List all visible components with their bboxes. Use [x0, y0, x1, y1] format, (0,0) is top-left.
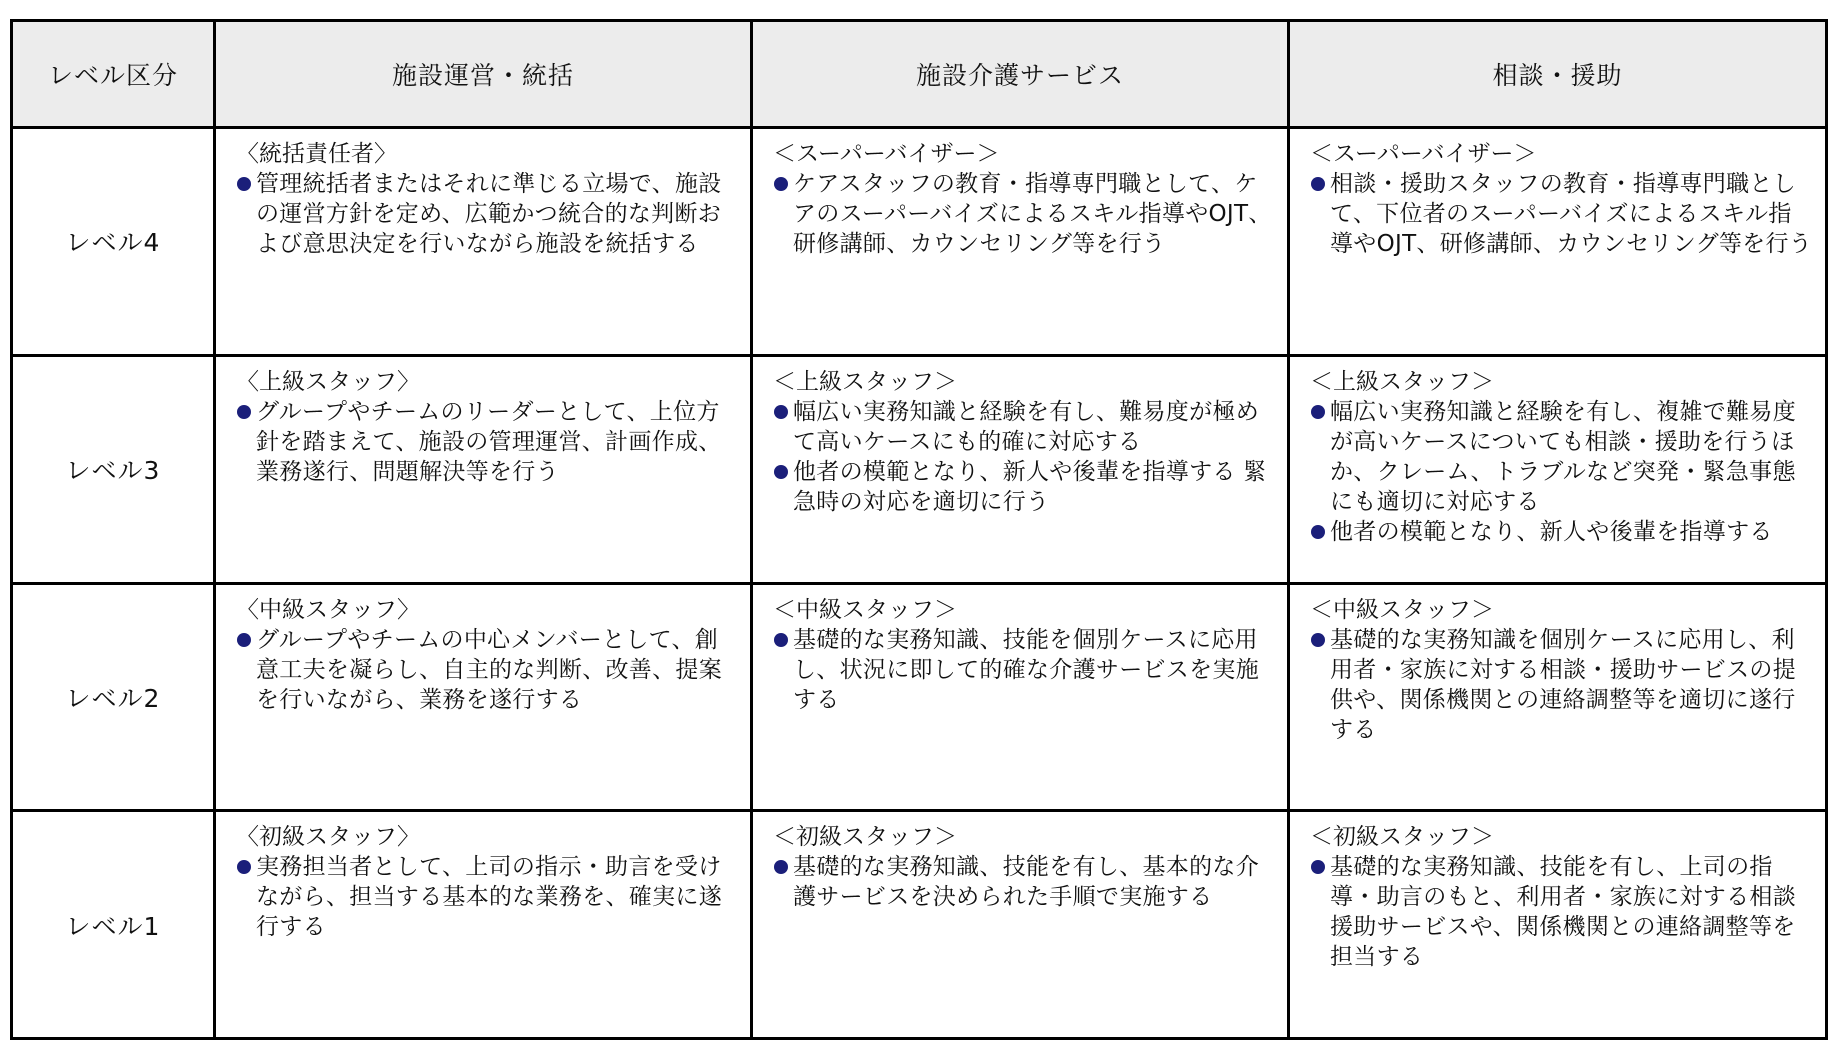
cell-care-level-1: [752, 811, 1289, 1039]
bullet-text: 幅広い実務知識と経験を有し、複雑で難易度が高いケースについても相談・援助を行うほか、クレーム、トラブルなど突発・緊急事態にも適切に対応する: [1330, 398, 1796, 515]
bullet-list: [1310, 852, 1813, 972]
level-definition-table: [10, 19, 1828, 1040]
bullet-text: グループやチームの中心メンバーとして、創意工夫を凝らし、自主的な判断、改善、提案を行いながら、業務を遂行する: [256, 626, 722, 713]
header-facility-management: 施設運営・統括: [215, 21, 752, 128]
table-row-level-2: [12, 583, 1827, 811]
bullet-list: [773, 169, 1275, 259]
bullet-icon: [774, 633, 788, 647]
bullet-icon: [774, 860, 788, 874]
level-label: レベル2: [12, 583, 215, 811]
bullet-icon: [774, 465, 788, 479]
role-title: ＜初級スタッフ＞: [1310, 824, 1494, 851]
table-row-level-1: [12, 811, 1827, 1039]
role-title: 〈上級スタッフ〉: [236, 368, 420, 395]
level-label: レベル1: [12, 811, 215, 1039]
cell-consult-level-1: [1289, 811, 1827, 1039]
bullet-text: 実務担当者として、上司の指示・助言を受けながら、担当する基本的な業務を、確実に遂行する: [256, 854, 722, 941]
role-title: 〈中級スタッフ〉: [236, 596, 420, 623]
bullet-text: 基礎的な実務知識、技能を個別ケースに応用し、状況に即して的確な介護サービスを実施する: [793, 626, 1259, 713]
role-title: 〈初級スタッフ〉: [236, 824, 420, 851]
list-item: [1310, 625, 1813, 745]
list-item: [1310, 397, 1813, 517]
cell-consult-level-2: [1289, 583, 1827, 811]
table-row-level-3: [12, 355, 1827, 583]
list-item: [773, 625, 1275, 715]
header-row: [12, 21, 1827, 128]
bullet-icon: [774, 405, 788, 419]
cell-care-level-2: [752, 583, 1289, 811]
bullet-icon: [237, 860, 251, 874]
list-item: [773, 457, 1275, 517]
bullet-list: [773, 625, 1275, 715]
table-row-level-4: [12, 128, 1827, 356]
level-label: レベル3: [12, 355, 215, 583]
role-title: ＜スーパーバイザー＞: [1310, 141, 1537, 167]
bullet-list: [1310, 169, 1813, 259]
bullet-text: 他者の模範となり、新人や後輩を指導する: [1330, 518, 1773, 545]
list-item: [236, 625, 738, 715]
list-item: [773, 169, 1275, 259]
list-item: [1310, 169, 1813, 259]
bullet-text: 基礎的な実務知識を個別ケースに応用し、利用者・家族に対する相談・援助サービスの提供や、関係機関との連絡調整等を適切に遂行する: [1330, 626, 1796, 743]
list-item: [773, 397, 1275, 457]
list-item: [773, 852, 1275, 912]
role-title: ＜上級スタッフ＞: [773, 368, 957, 395]
role-title: ＜初級スタッフ＞: [773, 824, 957, 851]
bullet-icon: [237, 177, 251, 191]
bullet-list: [1310, 397, 1813, 547]
bullet-icon: [1311, 525, 1325, 539]
bullet-text: 管理統括者またはそれに準じる立場で、施設の運営方針を定め、広範かつ統合的な判断および意思決定を行いながら施設を統括する: [256, 171, 722, 257]
cell-care-level-4: [752, 128, 1289, 356]
cell-facility-level-2: [215, 583, 752, 811]
role-title: ＜スーパーバイザー＞: [773, 141, 1000, 167]
bullet-text: 相談・援助スタッフの教育・指導専門職として、下位者のスーパーバイズによるスキル指導やOJT、研修講師、カウンセリング等を行う: [1330, 171, 1813, 257]
bullet-icon: [1311, 860, 1325, 874]
bullet-icon: [237, 405, 251, 419]
role-title: ＜中級スタッフ＞: [773, 596, 957, 623]
bullet-text: 他者の模範となり、新人や後輩を指導する 緊急時の対応を適切に行う: [793, 458, 1267, 515]
header-consultation-support: 相談・援助: [1289, 21, 1827, 128]
bullet-list: [1310, 625, 1813, 745]
bullet-text: 基礎的な実務知識、技能を有し、上司の指導・助言のもと、利用者・家族に対する相談援助サービスや、関係機関との連絡調整等を担当する: [1330, 854, 1796, 971]
bullet-icon: [1311, 405, 1325, 419]
role-title: ＜中級スタッフ＞: [1310, 596, 1494, 623]
bullet-list: [236, 397, 738, 487]
bullet-list: [236, 852, 738, 942]
bullet-text: 基礎的な実務知識、技能を有し、基本的な介護サービスを決められた手順で実施する: [793, 854, 1259, 911]
bullet-icon: [1311, 177, 1325, 191]
bullet-text: ケアスタッフの教育・指導専門職として、ケアのスーパーバイズによるスキル指導やOJT、研修講師、カウンセリング等を行う: [793, 171, 1272, 257]
cell-facility-level-1: [215, 811, 752, 1039]
cell-facility-level-3: [215, 355, 752, 583]
header-facility-care-service: 施設介護サービス: [752, 21, 1289, 128]
cell-consult-level-4: [1289, 128, 1827, 356]
bullet-text: 幅広い実務知識と経験を有し、難易度が極めて高いケースにも的確に対応する: [793, 398, 1259, 455]
bullet-list: [773, 852, 1275, 912]
list-item: [236, 397, 738, 487]
bullet-icon: [774, 177, 788, 191]
bullet-icon: [1311, 633, 1325, 647]
list-item: [236, 169, 738, 259]
list-item: [1310, 852, 1813, 972]
bullet-text: グループやチームのリーダーとして、上位方針を踏まえて、施設の管理運営、計画作成、業務遂行、問題解決等を行う: [256, 398, 722, 485]
bullet-list: [236, 625, 738, 715]
list-item: [236, 852, 738, 942]
list-item: [1310, 517, 1813, 547]
role-title: ＜上級スタッフ＞: [1310, 368, 1494, 395]
bullet-list: [773, 397, 1275, 517]
role-title: 〈統括責任者〉: [236, 141, 397, 167]
bullet-list: [236, 169, 738, 259]
cell-care-level-3: [752, 355, 1289, 583]
cell-facility-level-4: [215, 128, 752, 356]
cell-consult-level-3: [1289, 355, 1827, 583]
level-label: レベル4: [12, 128, 215, 356]
bullet-icon: [237, 633, 251, 647]
header-level: レベル区分: [12, 21, 215, 128]
